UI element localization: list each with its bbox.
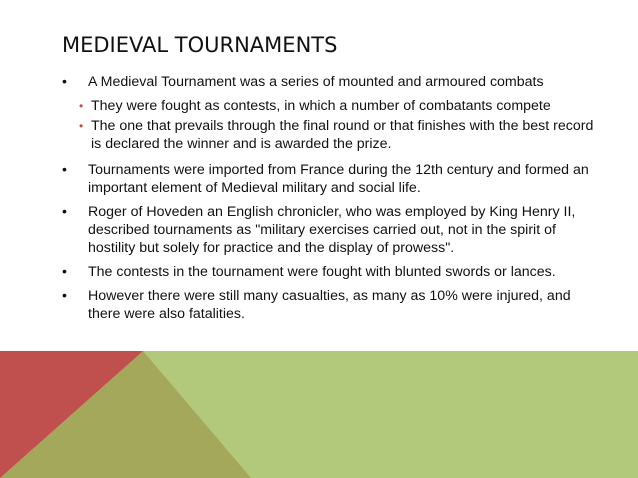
sub-bullet-text: They were fought as contests, in which a number of combatants compete bbox=[91, 98, 551, 114]
bullet-text: Roger of Hoveden an English chronicler, who was employed by King Henry II, described tournaments as "military exercises carried out, not in the spirit of hostility but solely for practice and the display of prowess". bbox=[88, 204, 576, 256]
bullet-item bbox=[62, 203, 602, 257]
sub-bullet-item bbox=[62, 117, 602, 153]
bullet-mark: • bbox=[62, 288, 67, 304]
bullet-item bbox=[62, 161, 602, 197]
bullet-text: A Medieval Tournament was a series of mounted and armoured combats bbox=[88, 74, 544, 90]
bullet-text: Tournaments were imported from France during the 12th century and formed an important element of Medieval military and social life. bbox=[88, 162, 589, 196]
bullet-item bbox=[62, 263, 602, 281]
sub-bullet-item bbox=[62, 97, 602, 115]
bullet-mark: • bbox=[62, 162, 67, 178]
sub-bullet-mark: • bbox=[79, 99, 84, 113]
sub-bullet-text: The one that prevails through the final round or that finishes with the best record is declared the winner and is awarded the prize. bbox=[91, 118, 594, 152]
decorative-footer-shapes bbox=[0, 351, 638, 478]
bullet-text: However there were still many casualties, as many as 10% were injured, and there were also fatalities. bbox=[88, 288, 571, 322]
bullet-item bbox=[62, 73, 602, 91]
bullet-mark: • bbox=[62, 204, 67, 220]
slide-content bbox=[62, 73, 602, 329]
sub-bullet-mark: • bbox=[79, 119, 84, 133]
bullet-item bbox=[62, 287, 602, 323]
bullet-mark: • bbox=[62, 74, 67, 90]
bullet-mark: • bbox=[62, 264, 67, 280]
slide-title: MEDIEVAL TOURNAMENTS bbox=[62, 33, 338, 57]
bullet-text: The contests in the tournament were fought with blunted swords or lances. bbox=[88, 264, 556, 280]
